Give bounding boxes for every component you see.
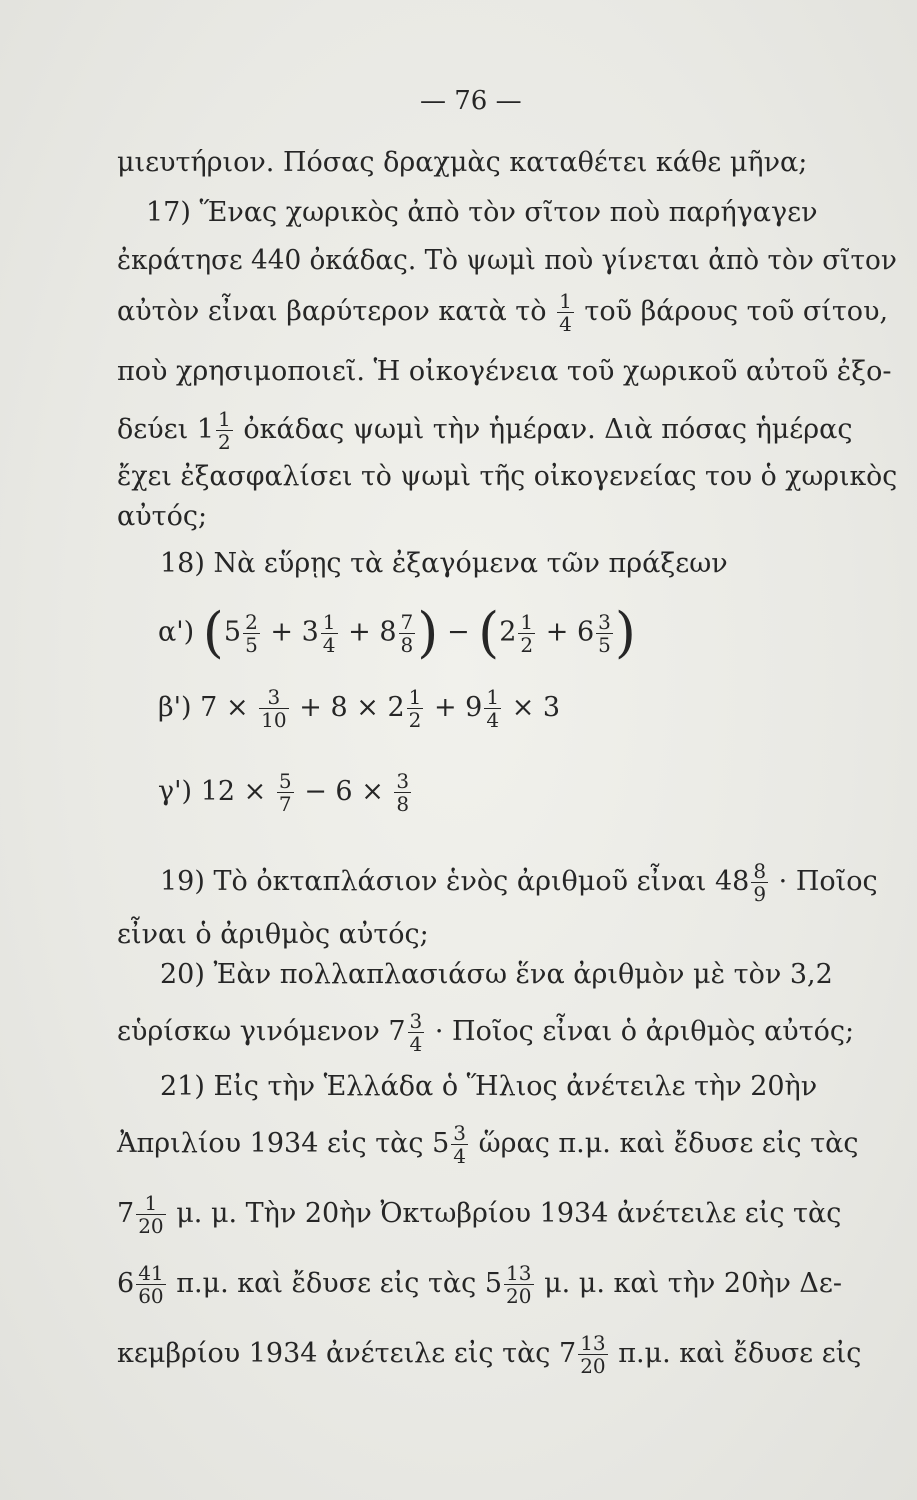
denominator: 20	[138, 1214, 164, 1238]
denominator: 4	[409, 1032, 423, 1056]
text-segment: ὀκάδας ψωμὶ τὴν ἡμέραν. Διὰ πόσας ἡμέρας	[243, 414, 853, 445]
fraction	[136, 1262, 165, 1307]
text-segment: αὐτὸν εἶναι βαρύτερον κατὰ τὸ	[117, 296, 547, 327]
numerator: 3	[259, 686, 288, 709]
plus-sign: +	[348, 616, 371, 648]
numerator: 41	[138, 1261, 164, 1285]
fraction	[484, 686, 501, 731]
numerator: 1	[486, 685, 500, 709]
expression-b	[158, 686, 560, 731]
numerator: 3	[396, 769, 410, 793]
fraction	[216, 408, 233, 453]
denominator: 4	[486, 708, 500, 732]
denominator: 2	[408, 708, 422, 732]
fraction	[596, 611, 613, 656]
denominator: 20	[580, 1354, 606, 1378]
times-sign: ×	[356, 692, 379, 723]
text-segment: · Ποῖος	[778, 866, 878, 897]
fraction	[399, 611, 416, 656]
numerator: 3	[453, 1121, 467, 1145]
text-line: 20) Ἐὰν πολλαπλασιάσω ἕνα ἀριθμὸν μὲ τὸν 3,2	[160, 959, 833, 990]
number: 6	[335, 776, 353, 807]
denominator: 2	[520, 632, 534, 657]
minus-sign: −	[446, 616, 470, 648]
text-line	[117, 1262, 842, 1307]
numerator: 5	[278, 769, 292, 793]
plus-sign: +	[270, 616, 294, 648]
fraction	[259, 686, 288, 731]
number: 12	[200, 776, 236, 807]
text-segment: δεύει 1	[117, 414, 214, 445]
plus-sign: +	[545, 616, 569, 648]
text-line: ἔχει ἐξασφαλίσει τὸ ψωμὶ τῆς οἰκογενείας του ὁ χωρικὸς	[117, 461, 898, 492]
text-segment: 6	[117, 1268, 135, 1299]
denominator: 8	[400, 632, 414, 657]
text-segment: 19) Τὸ ὀκταπλάσιον ἑνὸς ἀριθμοῦ εἶναι 48	[160, 866, 750, 897]
denominator: 5	[598, 632, 611, 657]
fraction	[578, 1332, 607, 1377]
fraction	[504, 1262, 533, 1307]
text-line: μιευτήριον. Πόσας δραχμὰς καταθέτει κάθε μῆνα;	[117, 147, 808, 178]
denominator: 60	[138, 1284, 164, 1308]
whole-number: 3	[301, 616, 319, 648]
text-line	[117, 1192, 841, 1237]
right-paren: )	[614, 601, 636, 664]
text-segment: 7	[117, 1198, 135, 1229]
text-line	[117, 1332, 861, 1377]
text-segment: τοῦ βάρους τοῦ σίτου,	[584, 296, 889, 327]
minus-sign: −	[304, 776, 327, 807]
fraction	[394, 770, 411, 815]
text-line	[117, 408, 853, 453]
text-segment: μ. μ. καὶ τὴν 20ὴν Δε-	[544, 1268, 843, 1299]
denominator: 2	[218, 430, 231, 454]
text-line: αὐτός;	[117, 501, 208, 532]
text-segment: π.μ. καὶ ἔδυσε εἰς	[618, 1338, 862, 1369]
expression-c	[158, 770, 413, 815]
times-sign: ×	[243, 776, 267, 807]
text-line: εἶναι ὁ ἀριθμὸς αὐτός;	[117, 919, 429, 950]
denominator: 10	[261, 708, 287, 732]
fraction	[277, 770, 294, 815]
whole-number: 2	[387, 692, 405, 723]
text-line: 17) Ἕνας χωρικὸς ἀπὸ τὸν σῖτον ποὺ παρήγαγεν	[146, 197, 818, 228]
right-paren: )	[417, 601, 439, 664]
text-segment: Ἀπριλίου 1934 εἰς τὰς 5	[117, 1128, 450, 1159]
text-line: ποὺ χρησιμοποιεῖ. Ἡ οἰκογένεια τοῦ χωρικοῦ αὐτοῦ ἐξο-	[117, 356, 892, 387]
denominator: 7	[278, 792, 292, 816]
numerator: 7	[400, 609, 414, 634]
expression-label: α')	[158, 616, 195, 648]
denominator: 4	[322, 632, 336, 657]
text-line	[117, 1010, 854, 1055]
numerator: 1	[136, 1192, 165, 1215]
fraction	[407, 686, 424, 731]
numerator: 1	[520, 609, 534, 634]
denominator: 4	[559, 312, 572, 336]
numerator: 1	[408, 685, 422, 709]
numerator: 1	[322, 609, 336, 634]
text-line	[160, 860, 878, 905]
fraction	[321, 611, 338, 656]
text-segment: μ. μ. Τὴν 20ὴν Ὀκτωβρίου 1934 ἀνέτειλε εἰς τὰς	[176, 1198, 842, 1229]
plus-sign: +	[433, 692, 457, 723]
whole-number: 6	[576, 616, 595, 648]
times-sign: ×	[361, 776, 384, 807]
times-sign: ×	[225, 692, 249, 723]
denominator: 9	[753, 882, 767, 906]
text-segment: π.μ. καὶ ἔδυσε εἰς τὰς 5	[176, 1268, 503, 1299]
denominator: 8	[396, 792, 410, 816]
text-line: 18) Νὰ εὕρῃς τὰ ἐξαγόμενα τῶν πράξεων	[160, 548, 728, 579]
expression-label: γ')	[158, 776, 193, 807]
number: 8	[330, 692, 348, 723]
expression-label: β')	[158, 692, 192, 723]
text-line	[117, 290, 888, 335]
whole-number: 5	[223, 616, 242, 648]
text-line: 21) Εἰς τὴν Ἑλλάδα ὁ Ἥλιος ἀνέτειλε τὴν 20ὴν	[160, 1071, 818, 1102]
times-sign: ×	[511, 692, 535, 723]
text-segment: εὑρίσκω γινόμενον 7	[117, 1016, 406, 1047]
numerator: 2	[245, 609, 258, 634]
numerator: 3	[409, 1009, 423, 1033]
number: 7	[200, 692, 218, 723]
fraction	[557, 290, 574, 335]
numerator: 3	[598, 609, 611, 634]
left-paren: (	[478, 601, 500, 664]
expression-a	[158, 601, 636, 664]
page-number: — 76 —	[420, 86, 522, 116]
numerator: 8	[753, 859, 767, 883]
whole-number: 8	[379, 616, 397, 648]
denominator: 20	[506, 1284, 532, 1308]
fraction	[518, 611, 535, 656]
number: 3	[542, 692, 561, 723]
denominator: 5	[245, 632, 258, 657]
text-segment: ὥρας π.μ. καὶ ἔδυσε εἰς τὰς	[478, 1128, 859, 1159]
fraction	[136, 1192, 165, 1237]
fraction	[451, 1122, 468, 1167]
denominator: 4	[453, 1144, 467, 1168]
text-line: ἐκράτησε 440 ὀκάδας. Τὸ ψωμὶ ποὺ γίνεται ἀπὸ τὸν σῖτον	[117, 245, 897, 276]
numerator: 1	[559, 289, 572, 313]
plus-sign: +	[299, 692, 322, 723]
text-segment: · Ποῖος εἶναι ὁ ἀριθμὸς αὐτός;	[434, 1016, 855, 1047]
numerator: 13	[580, 1331, 606, 1355]
numerator: 1	[218, 407, 231, 431]
fraction	[408, 1010, 425, 1055]
fraction	[243, 611, 260, 656]
whole-number: 9	[465, 692, 483, 723]
fraction	[751, 860, 768, 905]
whole-number: 2	[499, 616, 517, 648]
left-paren: (	[202, 601, 224, 664]
numerator: 13	[506, 1261, 532, 1285]
text-line	[117, 1122, 858, 1167]
text-segment: κεμβρίου 1934 ἀνέτειλε εἰς τὰς 7	[117, 1338, 577, 1369]
